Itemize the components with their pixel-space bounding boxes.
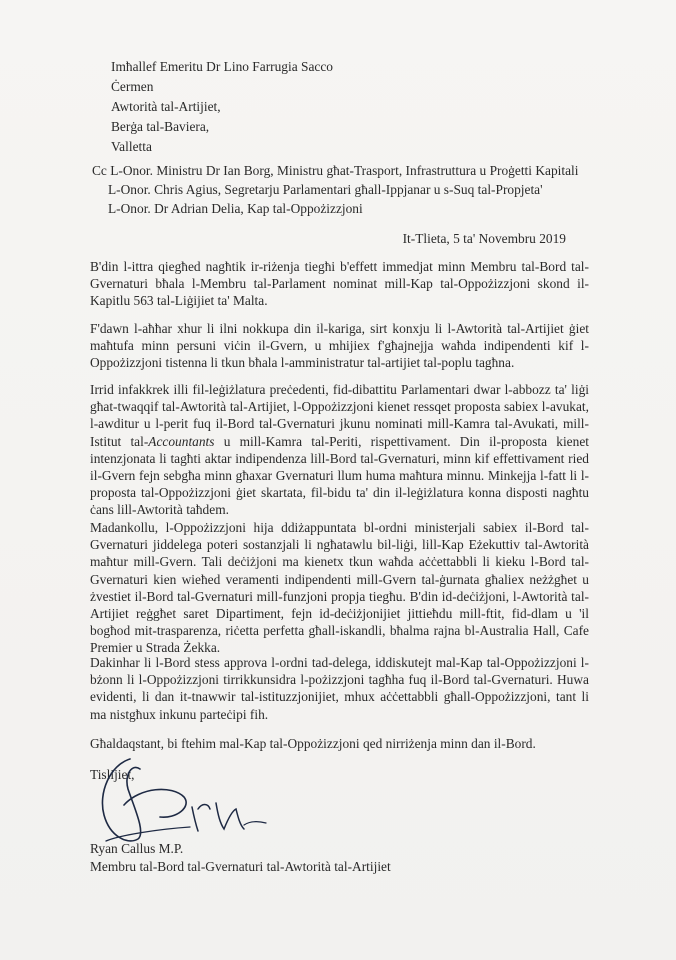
letter-date: It-Tlieta, 5 ta' Novembru 2019 <box>402 231 566 246</box>
address-line: Valletta <box>111 139 152 154</box>
address-line: Awtorità tal-Artijiet, <box>111 99 221 114</box>
signatory-title: Membru tal-Bord tal-Gvernaturi tal-Awtorità tal-Artijiet <box>90 859 391 874</box>
cc-line: L-Onor. Dr Adrian Delia, Kap tal-Oppożizzjoni <box>108 201 363 216</box>
paragraph-emphasis: Accountants <box>148 433 215 449</box>
handwritten-signature <box>80 745 290 855</box>
paragraph: Għaldaqstant, bi ftehim mal-Kap tal-Oppożizzjoni qed nirriżenja minn dan il-Bord. <box>90 736 536 751</box>
paragraph: F'dawn l-aħħar xhur li ilni nokkupa din il-kariga, sirt konxju li l-Awtorità tal-Artijiet ġiet maħtufa minn persuni viċin il-Gvern, u mhijiex f'għajnejja waħda indipendenti kif l-Oppożizzjoni tistenna li tkun bħala l-amministratur tal-artijiet tal-poplu tagħna. <box>90 321 589 371</box>
cc-line: L-Onor. Chris Agius, Segretarju Parlamentari għall-Ippjanar u s-Suq tal-Propjeta' <box>108 182 543 197</box>
paragraph: Dakinhar li l-Bord stess approva l-ordni tad-delega, iddiskutejt mal-Kap tal-Oppożizzjoni l-bżonn li l-Oppożizzjoni tirrikkunsidra l-pożizzjoni tagħha fuq il-Bord tal-Gvernaturi. Huwa evidenti, li dan it-tnawwir tal-istituzzjonijiet, mhux aċċettabbli għall-Oppożizzjoni, tant li ma nistgħux inkunu parteċipi fih. <box>90 655 589 722</box>
paragraph-text: u mill-Kamra tal-Periti, rispettivament. Din il-proposta kienet intenzjonata li tagħti aktar indipendenza lill-Bord tal-Gvernaturi, minn kif effettivament ried il-Gvern fejn sebgħa minn għaxar Gvernaturi llum huma maħtura minnu. Minkejja l-fatt li l-proposta tal-Oppożizzjoni ġiet skartata, fil-bidu ta' din il-leġiżlatura konna disposti nagħtu ċans lill-Awtorità taħdem. <box>90 433 589 518</box>
address-line: Imħallef Emeritu Dr Lino Farrugia Sacco <box>111 59 333 74</box>
paragraph: Madankollu, l-Oppożizzjoni hija ddiżappuntata bl-ordni ministerjali sabiex il-Bord tal-Gvernaturi jiddelega poteri sostanzjali li ngħatawlu bil-liġi, lill-Kap Eżekuttiv tal-Awtorità maħtur mill-Gvern. Tali deċiżjoni ma kienetx tkun waħda aċċettabbli li kieku l-Bord tal-Gvernaturi kien wieħed veramenti indipendenti mill-Gvern tal-ġurnata għaliex neżżgħet u żvestiet il-Bord tal-Gvernaturi mill-funzjoni propja tiegħu. B'din id-deċiżjoni, l-Awtorità tal-Artijiet reġgħet saret Dipartiment, fejn id-deċiżjonijiet jittieħdu mill-ftit, fid-dlam u 'il bogħod mit-trasparenza, riċetta perfetta għall-iskandli, bħalma rajna bl-Australia Hall, Cafe Premier u Strada Żekka. <box>90 520 589 656</box>
paragraph: B'din l-ittra qiegħed nagħtik ir-riżenja tiegħi b'effett immedjat minn Membru tal-Bord tal-Gvernaturi bħala l-Membru tal-Parlament nominat mill-Kap tal-Oppożizzjoni skond il-Kapitlu 563 tal-Liġijiet ta' Malta. <box>90 259 589 309</box>
paragraph-text: Irrid infakkrek illi fil-leġiżlatura preċedenti, fid-dibattitu Parlamentari dwar l-abbozz ta' liġi għat-twaqqif tal-Awtorità tal-Artijiet, l-Oppożizzjoni kienet ressqet proposta sabiex l-avukat, l-awditur u l-perit fuq il-Bord tal-Gvernaturi jkunu nominati mill-Kamra tal-Avukati, mill-Istitut tal- <box>90 382 589 449</box>
address-line: Berġa tal-Baviera, <box>111 119 210 134</box>
paragraph <box>90 381 589 519</box>
address-line: Ċermen <box>111 79 154 94</box>
cc-line: Cc L-Onor. Ministru Dr Ian Borg, Ministru għat-Trasport, Infrastruttura u Proġetti Kapitali <box>92 163 579 178</box>
signatory-name: Ryan Callus M.P. <box>90 841 184 856</box>
closing-salutation: Tislijiet, <box>90 767 135 782</box>
